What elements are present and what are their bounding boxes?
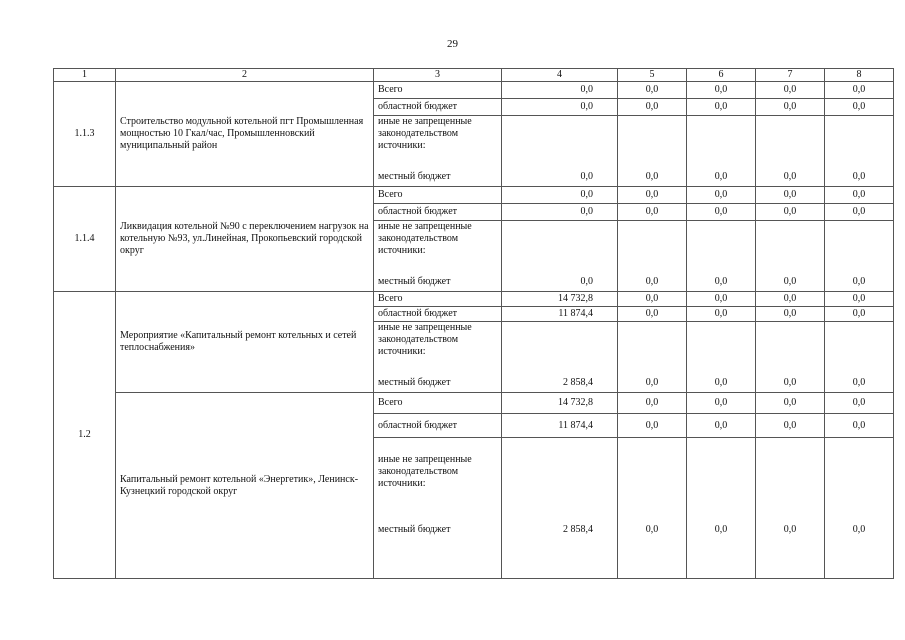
empty-cell: [618, 438, 687, 508]
empty-cell: [618, 221, 687, 265]
value-cell: 0,0: [687, 307, 756, 322]
value-cell: 0,0: [618, 508, 687, 579]
table-row: [54, 393, 894, 414]
value-cell: 0,0: [687, 508, 756, 579]
value-cell: 0,0: [687, 187, 756, 204]
value-cell: 0,0: [756, 99, 825, 116]
value-cell: 0,0: [502, 204, 618, 221]
value-cell: 0,0: [756, 414, 825, 438]
source-label: Всего: [374, 82, 502, 99]
value-cell: 0,0: [618, 265, 687, 292]
value-cell: 0,0: [825, 307, 894, 322]
empty-cell: [687, 116, 756, 160]
source-label: областной бюджет: [374, 414, 502, 438]
budget-table: [53, 68, 894, 579]
value-cell: 0,0: [618, 99, 687, 116]
source-label: иные не запрещенные законодательством источники:: [374, 322, 502, 366]
value-cell: 2 858,4: [502, 508, 618, 579]
empty-cell: [825, 116, 894, 160]
value-cell: 0,0: [756, 508, 825, 579]
value-cell: 0,0: [502, 99, 618, 116]
value-cell: 0,0: [687, 414, 756, 438]
value-cell: 0,0: [756, 160, 825, 187]
empty-cell: [687, 322, 756, 366]
value-cell: 0,0: [618, 307, 687, 322]
value-cell: 0,0: [687, 204, 756, 221]
empty-cell: [687, 221, 756, 265]
value-cell: 14 732,8: [502, 292, 618, 307]
value-cell: 0,0: [618, 82, 687, 99]
value-cell: 0,0: [756, 204, 825, 221]
header-cell: 3: [374, 69, 502, 82]
table-row: [54, 82, 894, 99]
header-cell: 8: [825, 69, 894, 82]
value-cell: 0,0: [825, 160, 894, 187]
value-cell: 0,0: [618, 393, 687, 414]
row-code: 1.1.3: [54, 82, 116, 187]
source-label: местный бюджет: [374, 366, 502, 393]
empty-cell: [502, 438, 618, 508]
value-cell: 0,0: [618, 187, 687, 204]
value-cell: 0,0: [825, 99, 894, 116]
row-name: Мероприятие «Капитальный ремонт котельных и сетей теплоснабжения»: [116, 292, 374, 393]
row-code: 1.1.4: [54, 187, 116, 292]
value-cell: 14 732,8: [502, 393, 618, 414]
value-cell: 0,0: [502, 160, 618, 187]
value-cell: 0,0: [756, 393, 825, 414]
empty-cell: [825, 322, 894, 366]
empty-cell: [502, 322, 618, 366]
value-cell: 0,0: [825, 187, 894, 204]
source-label: Всего: [374, 187, 502, 204]
value-cell: 0,0: [825, 508, 894, 579]
value-cell: 0,0: [756, 265, 825, 292]
table-row: [54, 187, 894, 204]
value-cell: 0,0: [687, 292, 756, 307]
source-label: иные не запрещенные законодательством источники:: [374, 221, 502, 265]
source-label: местный бюджет: [374, 160, 502, 187]
value-cell: 0,0: [687, 366, 756, 393]
value-cell: 0,0: [825, 292, 894, 307]
empty-cell: [756, 322, 825, 366]
value-cell: 0,0: [756, 307, 825, 322]
value-cell: 0,0: [825, 204, 894, 221]
value-cell: 0,0: [825, 82, 894, 99]
value-cell: 2 858,4: [502, 366, 618, 393]
header-cell: 4: [502, 69, 618, 82]
header-cell: 7: [756, 69, 825, 82]
source-label: иные не запрещенные законодательством источники:: [374, 116, 502, 160]
value-cell: 0,0: [687, 393, 756, 414]
empty-cell: [756, 438, 825, 508]
table-row: [54, 292, 894, 307]
source-label: областной бюджет: [374, 204, 502, 221]
page-number: 29: [447, 38, 458, 50]
value-cell: 0,0: [618, 292, 687, 307]
header-cell: 1: [54, 69, 116, 82]
value-cell: 0,0: [756, 82, 825, 99]
source-label: иные не запрещенные законодательством источники:: [374, 438, 502, 508]
row-name: Строительство модульной котельной пгт Промышленная мощностью 10 Гкал/час, Промышленновский муниципальный район: [116, 82, 374, 187]
empty-cell: [502, 221, 618, 265]
value-cell: 0,0: [618, 366, 687, 393]
value-cell: 0,0: [502, 265, 618, 292]
source-label: местный бюджет: [374, 265, 502, 292]
value-cell: 0,0: [825, 265, 894, 292]
value-cell: 0,0: [825, 414, 894, 438]
value-cell: 11 874,4: [502, 414, 618, 438]
value-cell: 0,0: [756, 292, 825, 307]
header-cell: 2: [116, 69, 374, 82]
table-header-row: [54, 69, 894, 82]
value-cell: 0,0: [502, 187, 618, 204]
value-cell: 0,0: [618, 204, 687, 221]
empty-cell: [687, 438, 756, 508]
value-cell: 0,0: [756, 187, 825, 204]
header-cell: 5: [618, 69, 687, 82]
value-cell: 0,0: [687, 82, 756, 99]
row-name: Ликвидация котельной №90 с переключением нагрузок на котельную №93, ул.Линейная, Прокопьевский городской округ: [116, 187, 374, 292]
empty-cell: [756, 221, 825, 265]
empty-cell: [618, 116, 687, 160]
value-cell: 0,0: [687, 265, 756, 292]
source-label: областной бюджет: [374, 99, 502, 116]
source-label: Всего: [374, 393, 502, 414]
value-cell: 0,0: [502, 82, 618, 99]
source-label: областной бюджет: [374, 307, 502, 322]
empty-cell: [502, 116, 618, 160]
empty-cell: [618, 322, 687, 366]
value-cell: 11 874,4: [502, 307, 618, 322]
value-cell: 0,0: [618, 414, 687, 438]
empty-cell: [825, 221, 894, 265]
row-name: Капитальный ремонт котельной «Энергетик», Ленинск-Кузнецкий городской округ: [116, 393, 374, 579]
source-label: местный бюджет: [374, 508, 502, 579]
value-cell: 0,0: [618, 160, 687, 187]
value-cell: 0,0: [687, 99, 756, 116]
source-label: Всего: [374, 292, 502, 307]
header-cell: 6: [687, 69, 756, 82]
value-cell: 0,0: [825, 393, 894, 414]
empty-cell: [756, 116, 825, 160]
value-cell: 0,0: [756, 366, 825, 393]
row-code: 1.2: [54, 292, 116, 579]
empty-cell: [825, 438, 894, 508]
value-cell: 0,0: [825, 366, 894, 393]
value-cell: 0,0: [687, 160, 756, 187]
